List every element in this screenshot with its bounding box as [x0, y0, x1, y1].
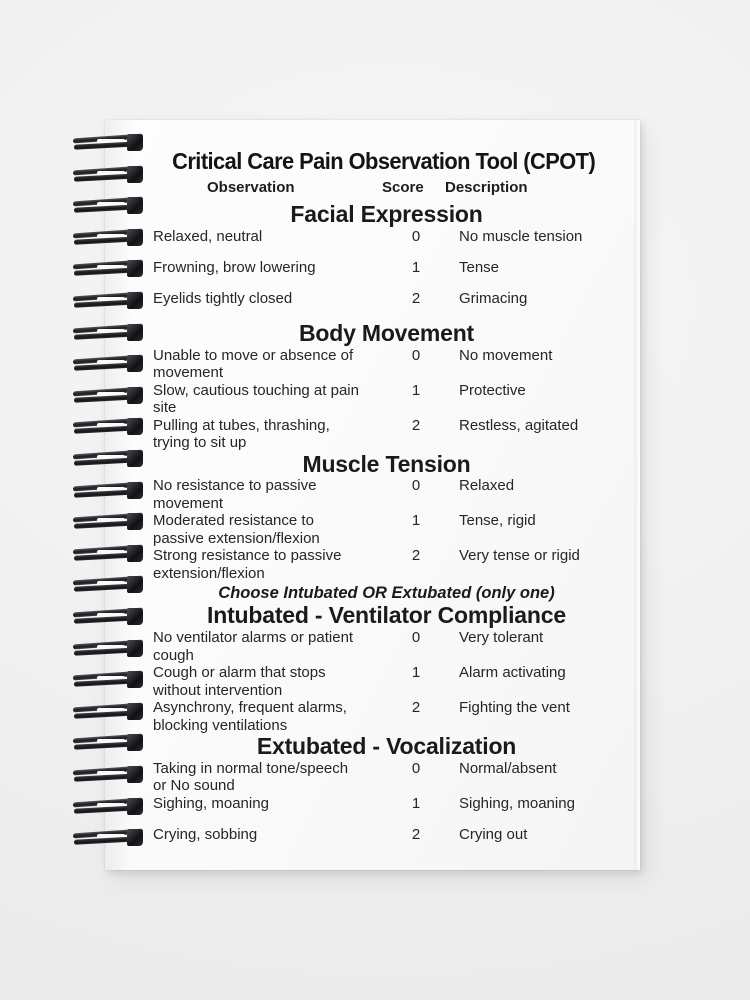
spiral-ring	[73, 513, 143, 534]
section-rows	[105, 760, 640, 857]
column-headers	[105, 179, 640, 201]
section-rows	[105, 477, 640, 582]
row-score: 1	[411, 512, 421, 530]
row-description: Sighing, moaning	[459, 794, 575, 812]
section-heading: Extubated - Vocalization	[256, 733, 517, 759]
spiral-ring	[73, 134, 143, 155]
spiral-ring	[73, 166, 143, 187]
row-observation: Cough or alarm that stops without intervention	[153, 664, 326, 699]
page-title: Critical Care Pain Observation Tool (CPOT)	[172, 148, 596, 174]
section-heading: Muscle Tension	[302, 450, 471, 477]
row-score: 0	[411, 629, 421, 646]
column-header-description: Description	[445, 179, 528, 196]
spiral-ring	[73, 798, 143, 819]
section-rows	[105, 228, 640, 321]
row-score: 0	[411, 227, 421, 245]
row-description: No muscle tension	[459, 227, 583, 245]
document-content	[105, 120, 640, 870]
spiral-ring	[73, 260, 143, 281]
spiral-ring	[73, 355, 143, 376]
row-description: Restless, agitated	[459, 416, 579, 434]
spiral-ring	[73, 229, 143, 250]
row-observation: Moderated resistance to passive extension/flexion	[153, 512, 320, 547]
row-score: 1	[411, 381, 421, 399]
table-row	[105, 547, 640, 582]
spiral-ring	[73, 482, 143, 503]
spiral-notebook	[105, 120, 640, 870]
spiral-ring	[73, 703, 143, 724]
spiral-ring	[73, 829, 143, 850]
row-description: Relaxed	[459, 477, 515, 495]
row-score: 2	[411, 416, 421, 434]
notebook-page	[105, 120, 640, 870]
sections-container	[105, 202, 640, 857]
spiral-ring	[73, 608, 143, 629]
table-row	[105, 417, 640, 452]
row-observation: Pulling at tubes, thrashing, trying to sit up	[153, 416, 330, 451]
row-description: Fighting the vent	[459, 699, 570, 716]
table-row	[105, 259, 640, 290]
row-description: No movement	[459, 346, 553, 364]
spiral-ring	[73, 197, 143, 218]
row-observation: No ventilator alarms or patient cough	[153, 629, 354, 664]
section-heading: Facial Expression	[290, 201, 483, 227]
row-observation: Crying, sobbing	[153, 825, 258, 843]
spiral-ring	[73, 418, 143, 439]
row-description: Protective	[459, 381, 526, 399]
row-score: 2	[411, 699, 421, 716]
row-description: Very tolerant	[459, 629, 544, 646]
table-row	[105, 826, 640, 857]
row-description: Tense, rigid	[459, 512, 536, 530]
row-score: 1	[411, 794, 421, 812]
table-row	[105, 228, 640, 259]
spiral-ring	[73, 292, 143, 313]
spiral-ring	[73, 640, 143, 661]
section-rows	[105, 629, 640, 734]
row-observation: Frowning, brow lowering	[153, 258, 316, 276]
row-observation: Taking in normal tone/speech or No sound	[153, 759, 349, 795]
column-header-observation: Observation	[207, 179, 295, 196]
row-description: Alarm activating	[459, 664, 566, 681]
table-row	[105, 760, 640, 795]
row-observation: Slow, cautious touching at pain site	[153, 381, 359, 416]
spiral-ring	[73, 324, 143, 345]
row-description: Crying out	[459, 825, 528, 843]
row-score: 2	[411, 825, 421, 843]
table-row	[105, 512, 640, 547]
spiral-ring	[73, 671, 143, 692]
row-observation: No resistance to passive movement	[153, 477, 317, 512]
row-score: 2	[411, 289, 421, 307]
spiral-ring	[73, 450, 143, 471]
choose-one-note: Choose Intubated OR Extubated (only one)	[218, 584, 555, 603]
row-score: 0	[411, 477, 421, 495]
section-heading: Body Movement	[298, 319, 475, 346]
section-rows	[105, 347, 640, 452]
row-score: 2	[411, 547, 421, 565]
row-observation: Relaxed, neutral	[153, 227, 263, 245]
row-score: 1	[411, 258, 421, 276]
row-description: Grimacing	[459, 289, 528, 307]
row-score: 0	[411, 759, 421, 777]
spiral-ring	[73, 766, 143, 787]
spiral-binding	[73, 134, 147, 860]
table-row	[105, 699, 640, 734]
row-score: 0	[411, 346, 421, 364]
row-description: Very tense or rigid	[459, 547, 580, 565]
table-row	[105, 664, 640, 699]
row-observation: Asynchrony, frequent alarms, blocking ventilations	[153, 699, 347, 734]
table-row	[105, 629, 640, 664]
column-header-score: Score	[382, 179, 424, 196]
spiral-ring	[73, 387, 143, 408]
table-row	[105, 347, 640, 382]
row-observation: Strong resistance to passive extension/flexion	[153, 547, 342, 582]
row-observation: Unable to move or absence of movement	[153, 346, 354, 381]
table-row	[105, 477, 640, 512]
table-row	[105, 795, 640, 826]
row-score: 1	[411, 664, 421, 681]
spiral-ring	[73, 545, 143, 566]
spiral-ring	[73, 576, 143, 597]
row-description: Normal/absent	[459, 759, 557, 777]
table-row	[105, 382, 640, 417]
row-observation: Eyelids tightly closed	[153, 289, 293, 307]
table-row	[105, 290, 640, 321]
row-description: Tense	[459, 258, 500, 276]
spiral-ring	[73, 734, 143, 755]
section-heading: Intubated - Ventilator Compliance	[207, 602, 566, 629]
row-observation: Sighing, moaning	[153, 794, 269, 812]
